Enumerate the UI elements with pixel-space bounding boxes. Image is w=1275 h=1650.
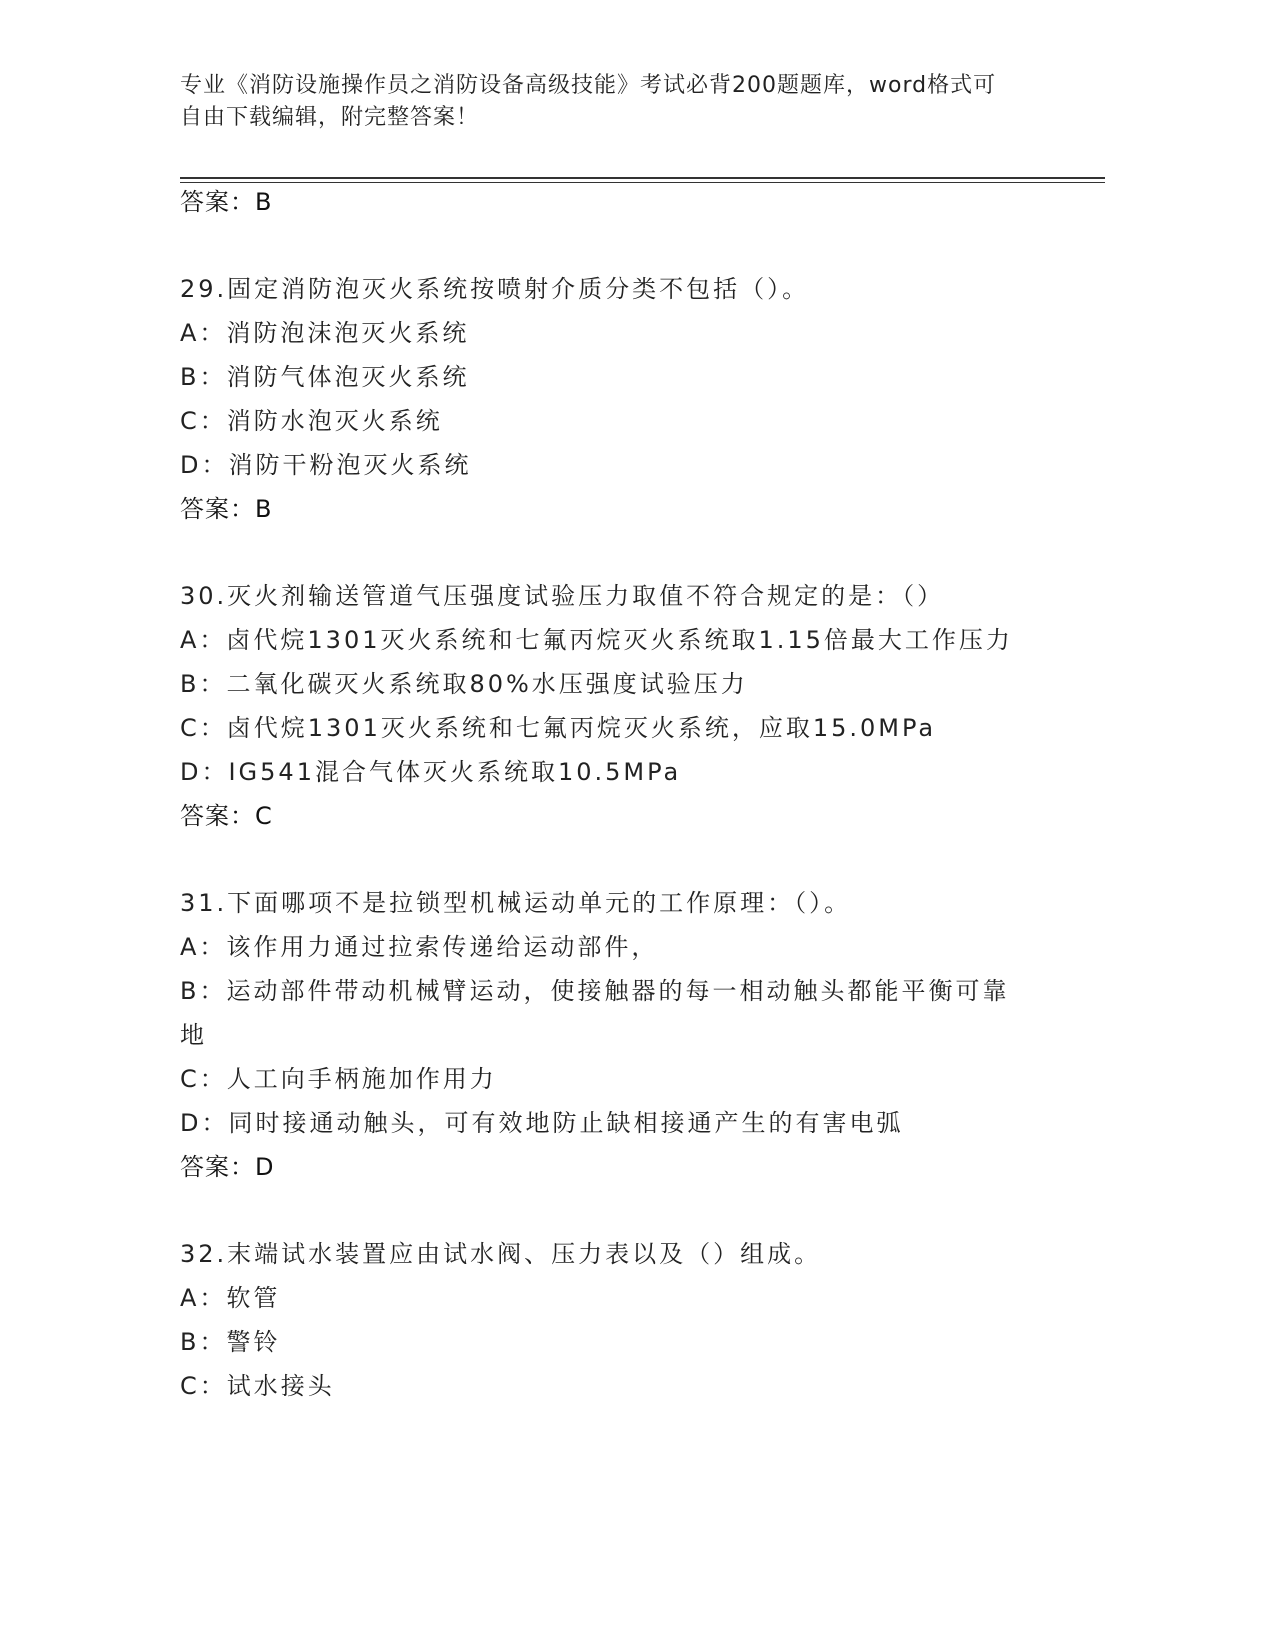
spacer [180, 1189, 1080, 1232]
question-stem: 29.固定消防泡灭火系统按喷射介质分类不包括（）。 [180, 275, 810, 303]
option-d: D：同时接通动触头，可有效地防止缺相接通产生的有害电弧 [180, 1109, 904, 1137]
answer: 答案：C [180, 802, 273, 830]
option-c: C：人工向手柄施加作用力 [180, 1065, 497, 1093]
option-b: B：消防气体泡灭火系统 [180, 363, 470, 391]
question-30 [180, 574, 1080, 838]
spacer [180, 531, 1080, 574]
question-stem: 30.灭火剂输送管道气压强度试验压力取值不符合规定的是：（） [180, 582, 945, 610]
document-header [180, 70, 1060, 134]
question-31 [180, 881, 1080, 1189]
header-line-2: 自由下载编辑，附完整答案！ [180, 105, 480, 130]
answer: 答案：B [180, 495, 273, 523]
header-divider [180, 177, 1105, 179]
option-c: C：试水接头 [180, 1372, 335, 1400]
option-a: A：卤代烷1301灭火系统和七氟丙烷灭火系统取1.15倍最大工作压力 [180, 626, 1013, 654]
option-b-continued: 地 [180, 1021, 207, 1049]
option-b: B：警铃 [180, 1328, 281, 1356]
header-line-1: 专业《消防设施操作员之消防设备高级技能》考试必背200题题库，word格式可 [180, 73, 997, 98]
option-a: A：该作用力通过拉索传递给运动部件， [180, 933, 659, 961]
question-stem: 31.下面哪项不是拉锁型机械运动单元的工作原理：（）。 [180, 889, 852, 917]
option-c: C：消防水泡灭火系统 [180, 407, 443, 435]
question-list [180, 180, 1080, 1408]
option-a: A：消防泡沫泡灭火系统 [180, 319, 470, 347]
question-29 [180, 267, 1080, 531]
question-stem: 32.末端试水装置应由试水阀、压力表以及（）组成。 [180, 1240, 822, 1268]
option-a: A：软管 [180, 1284, 281, 1312]
spacer [180, 224, 1080, 267]
question-32 [180, 1232, 1080, 1408]
option-d: D：消防干粉泡灭火系统 [180, 451, 472, 479]
option-b: B：二氧化碳灭火系统取80%水压强度试验压力 [180, 670, 748, 698]
option-c: C：卤代烷1301灭火系统和七氟丙烷灭火系统，应取15.0MPa [180, 714, 937, 742]
option-b: B：运动部件带动机械臂运动，使接触器的每一相动触头都能平衡可靠 [180, 977, 1010, 1005]
previous-answer: 答案：B [180, 188, 273, 216]
spacer [180, 838, 1080, 881]
answer: 答案：D [180, 1153, 275, 1181]
option-d: D：IG541混合气体灭火系统取10.5MPa [180, 758, 682, 786]
